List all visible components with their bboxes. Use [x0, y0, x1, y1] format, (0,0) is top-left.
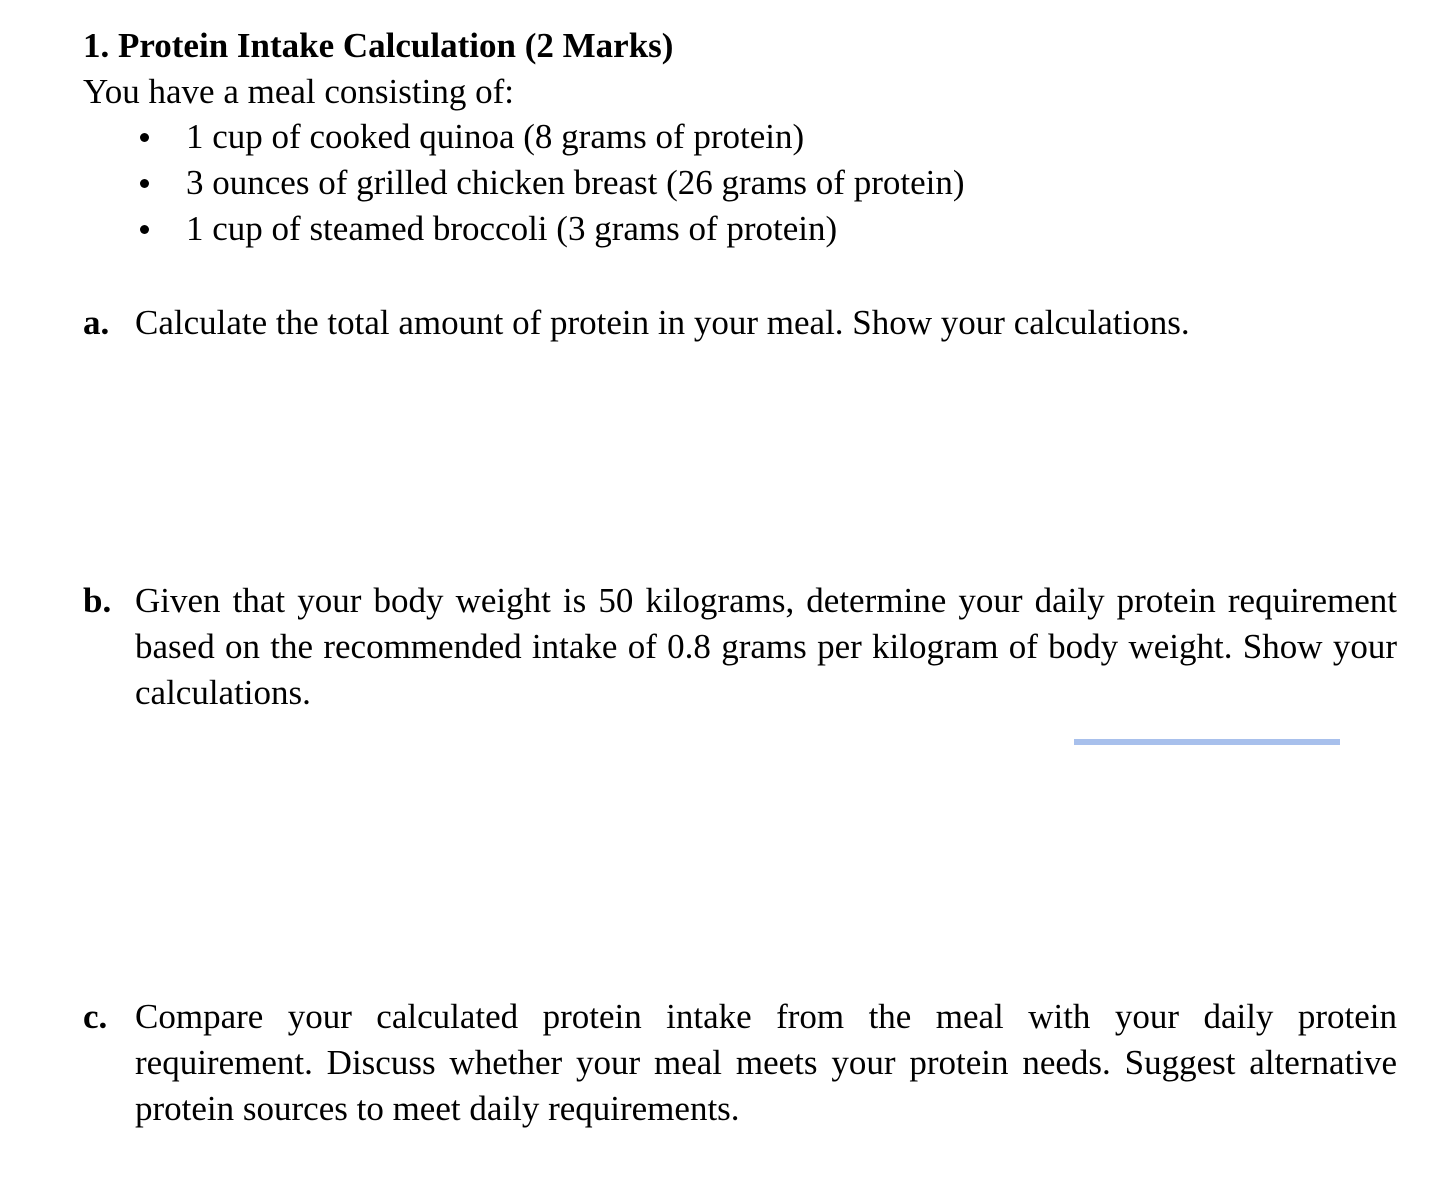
- bullet-icon: [140, 133, 149, 142]
- bullet-icon: [140, 179, 149, 188]
- meal-item-text: 1 cup of steamed broccoli (3 grams of protein): [186, 209, 838, 248]
- question-a: [83, 300, 1397, 346]
- question-title: 1. Protein Intake Calculation (2 Marks): [83, 26, 674, 65]
- question-b-label: b.: [83, 581, 112, 620]
- answer-underline: [1074, 739, 1340, 745]
- bullet-icon: [140, 225, 149, 234]
- question-c-text: Compare your calculated protein intake from the meal with your daily protein requirement. Discuss whether your meal meets your protein needs. Suggest alternative protein sources to meet daily requirements.: [135, 997, 1397, 1128]
- question-c: [83, 994, 1397, 1132]
- question-b: [83, 578, 1397, 716]
- meal-item-text: 3 ounces of grilled chicken breast (26 grams of protein): [186, 163, 965, 202]
- question-a-label: a.: [83, 303, 110, 342]
- question-b-text: Given that your body weight is 50 kilograms, determine your daily protein requirement based on the recommended intake of 0.8 grams per kilogram of body weight. Show your calculations.: [135, 581, 1397, 712]
- meal-item-text: 1 cup of cooked quinoa (8 grams of protein): [186, 117, 805, 156]
- question-c-label: c.: [83, 997, 108, 1036]
- question-a-text: Calculate the total amount of protein in your meal. Show your calculations.: [135, 303, 1190, 342]
- meal-intro: You have a meal consisting of:: [83, 72, 514, 111]
